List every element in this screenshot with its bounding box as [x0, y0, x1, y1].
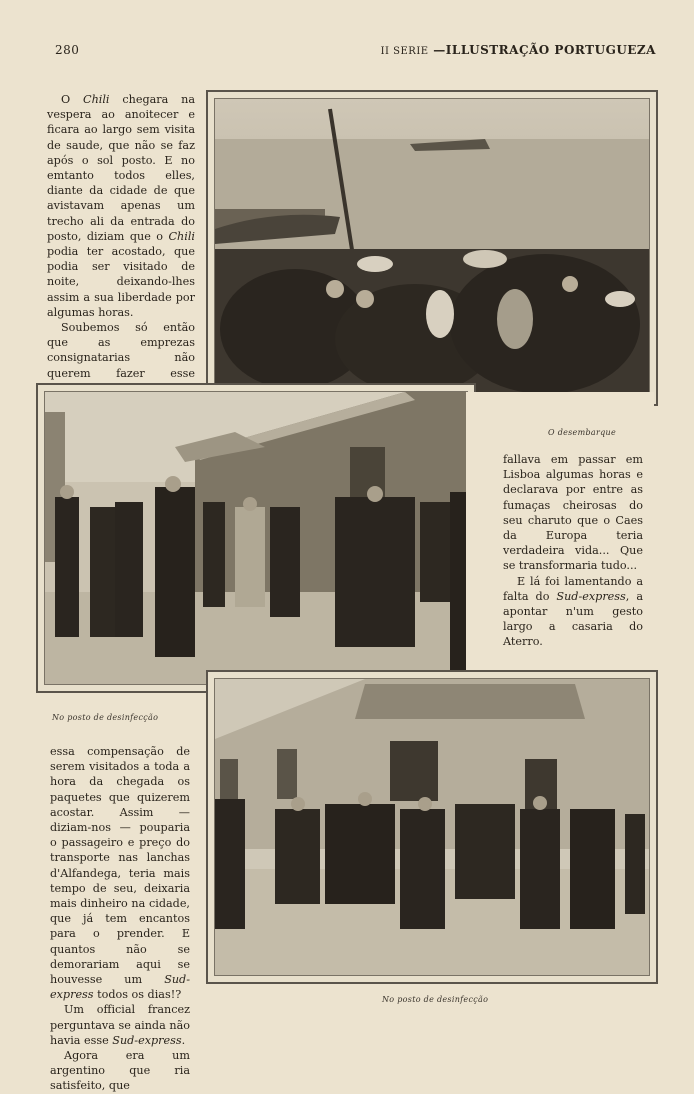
- paragraph: Agora era um argentino que ria satisfeito, que: [50, 1049, 190, 1093]
- text-column-top: [47, 92, 195, 426]
- paragraph: fallava em passar em Lisboa algumas horas e declarava por entre as fumaças cheirosas do seu charuto que o Caes da Europa teria verdadeira vida... Que se transformaria tudo...: [503, 453, 643, 573]
- ship-name: Chili: [83, 93, 110, 106]
- running-header: [381, 43, 656, 57]
- photo-disinfection-2: [215, 679, 649, 975]
- photo-landing: [215, 99, 649, 397]
- page-number: 280: [55, 43, 80, 57]
- caption-disinfection-1: No posto de desinfecção: [52, 713, 159, 722]
- train-name: Sud-express: [112, 1033, 182, 1047]
- photo-disinfection-1: [45, 392, 467, 684]
- paragraph: essa compensação de serem visitados a toda a hora da chegada os paquetes que quizerem acostar. Assim — diziam-nos — pouparia o passageiro e preço do transporte nas lanchas d'Alfandega, teria mais tempo de seu, deixaria mais dinheiro na cidade, que já tem encantos para o prender. E quantos não se demorariam aqui se houvesse um Sud-express todos os dias!?: [50, 745, 190, 1002]
- series-label: II SERIE: [380, 46, 429, 57]
- caption-disinfection-2: No posto de desinfecção: [382, 995, 489, 1004]
- train-name: Sud-express: [50, 973, 190, 1002]
- paragraph: E lá foi lamentando a falta do Sud-express, a apontar n'um gesto largo a casaria do Aterro.: [503, 574, 643, 649]
- photo-frame-landing: [206, 90, 658, 406]
- text-column-bottom: [50, 744, 190, 1094]
- photo-frame-disinfection-1: [36, 383, 476, 693]
- paragraph: Um official francez perguntava se ainda não havia esse Sud-express.: [50, 1003, 190, 1047]
- photo-frame-disinfection-2: [206, 670, 658, 984]
- magazine-title: —ILLUSTRAÇÃO PORTUGUEZA: [433, 43, 656, 57]
- train-name: Sud-express: [556, 589, 626, 603]
- paragraph: Soubemos só então que as emprezas consignatarias não querem fazer esse: [47, 321, 195, 380]
- caption-landing: O desembarque: [548, 428, 617, 437]
- paragraph: O Chili chegara na vespera ao anoitecer e ficara ao largo sem visita de saude, que não se faz após o sol posto. E no emtanto todos elles, diante da cidade de que avistavam apenas um trecho ali da entrada do posto, diziam que o Chili podia ter acostado, que podia ser visitado de noite, deixando-lhes assim a sua liberdade por algumas horas.: [47, 93, 195, 319]
- text-column-right: [503, 452, 643, 650]
- ship-name: Chili: [168, 229, 195, 243]
